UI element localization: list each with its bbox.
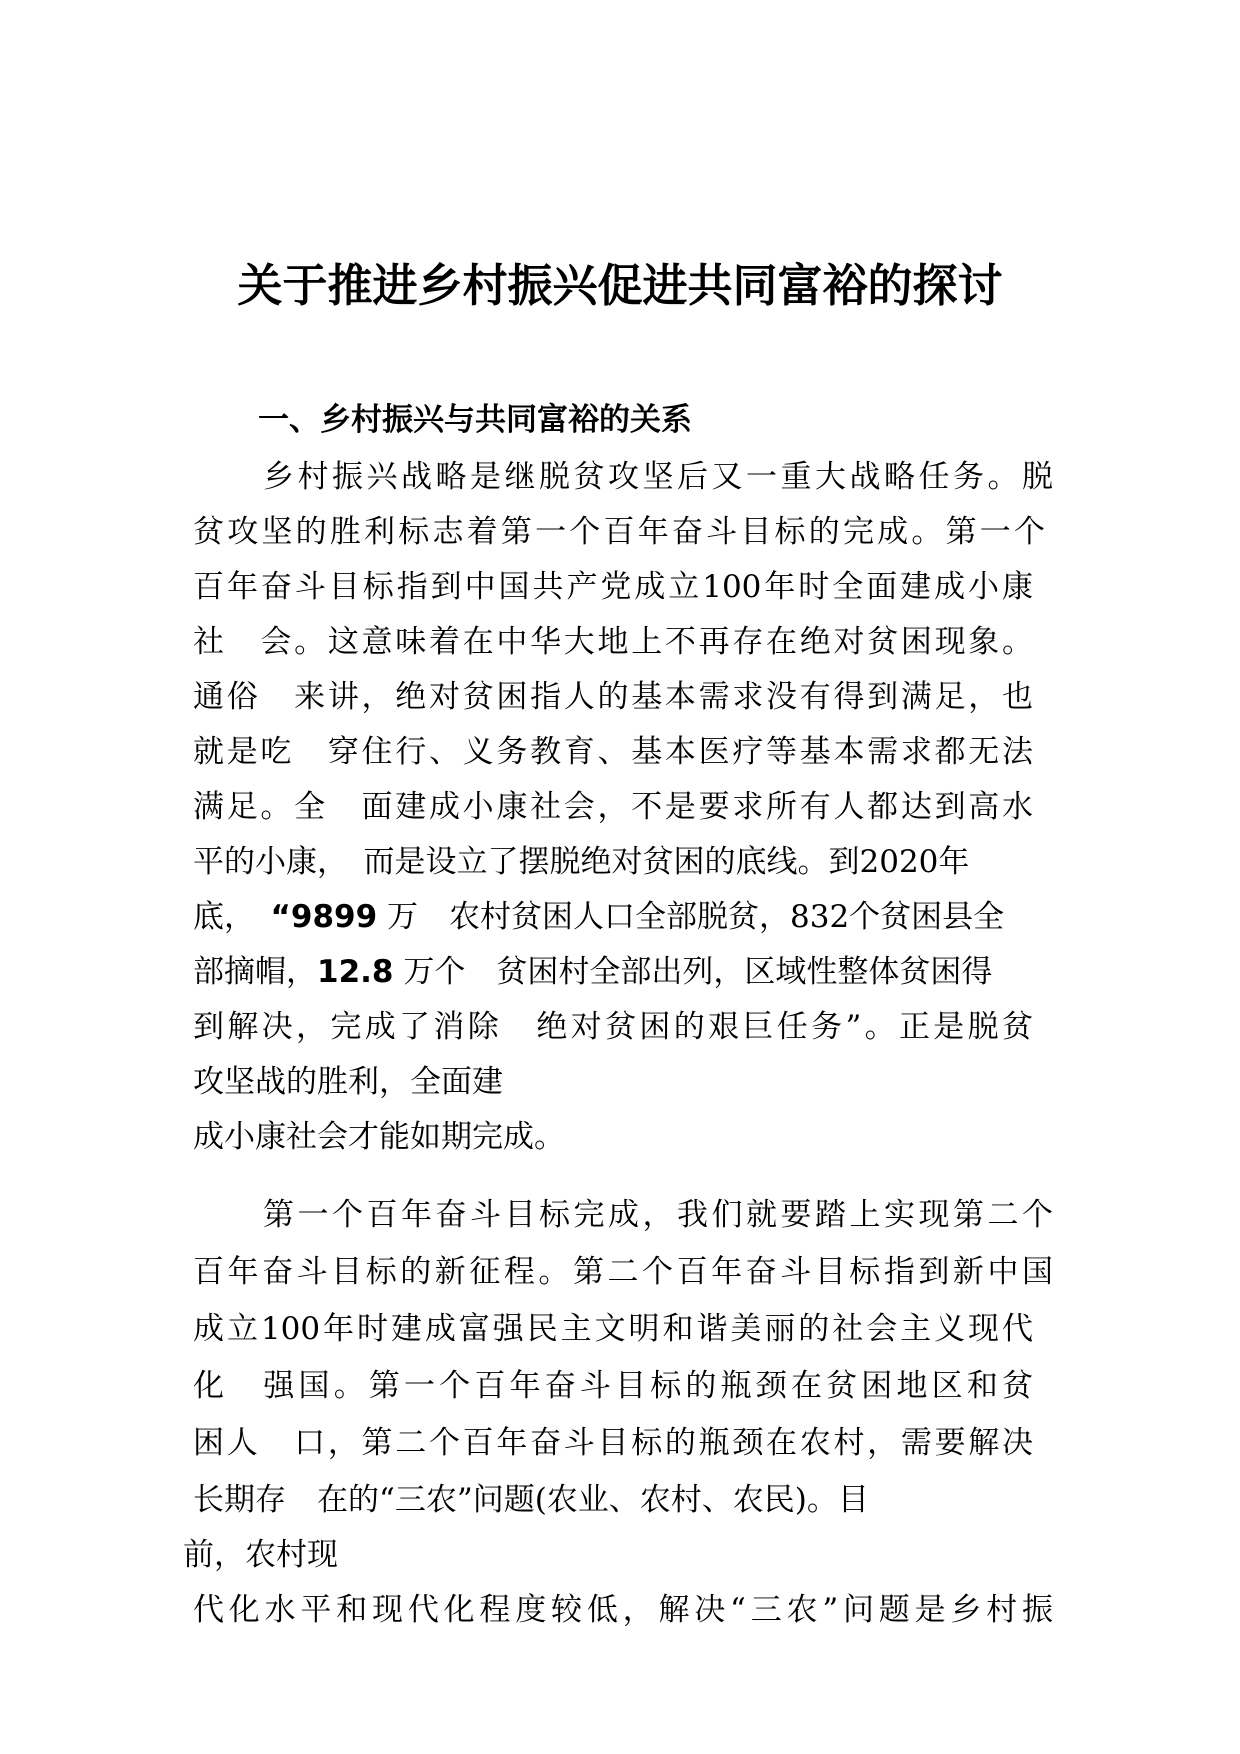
paragraph-line: 乡村振兴战略是继脱贫攻坚后又一重大战略任务。脱 [263, 459, 1053, 495]
paragraph-line: 前，农村现 [183, 1537, 338, 1573]
paragraph-line [193, 895, 1004, 939]
paragraph-line [193, 950, 992, 994]
paragraph-line: 就是吃 穿住行、义务教育、基本医疗等基本需求都无法 [193, 734, 1033, 770]
bold-figure: 12.8 [317, 954, 394, 990]
paragraph-line: 百年奋斗目标指到中国共产党成立100年时全面建成小康 [193, 569, 1033, 605]
paragraph-line: 社 会。这意味着在中华大地上不再存在绝对贫困现象。 [193, 624, 1033, 660]
paragraph-line: 成立100年时建成富强民主文明和谐美丽的社会主义现代 [193, 1311, 1033, 1347]
document-title: 关于推进乡村振兴促进共同富裕的探讨 [237, 259, 1003, 312]
paragraph-line: 困人 口，第二个百年奋斗目标的瓶颈在农村，需要解决 [193, 1425, 1033, 1461]
paragraph-line: 第一个百年奋斗目标完成，我们就要踏上实现第二个 [263, 1197, 1053, 1233]
section-heading: 一、乡村振兴与共同富裕的关系 [258, 402, 692, 438]
paragraph-line: 代化水平和现代化程度较低，解决“三农”问题是乡村振 [193, 1592, 1053, 1628]
text-run: 部摘帽， [193, 954, 317, 990]
paragraph-line: 百年奋斗目标的新征程。第二个百年奋斗目标指到新中国 [193, 1254, 1053, 1290]
paragraph-line: 化 强国。第一个百年奋斗目标的瓶颈在贫困地区和贫 [193, 1368, 1033, 1404]
text-run: 底， [193, 899, 271, 935]
paragraph-line: 成小康社会才能如期完成。 [193, 1119, 565, 1155]
text-run: 万 农村贫困人口全部脱贫，832个贫困县全 [377, 899, 1005, 935]
paragraph-line: 贫攻坚的胜利标志着第一个百年奋斗目标的完成。第一个 [193, 514, 1045, 550]
paragraph-line: 满足。全 面建成小康社会，不是要求所有人都达到高水 [193, 789, 1033, 825]
bold-figure: “9899 [270, 899, 378, 935]
paragraph-line: 攻坚战的胜利，全面建 [193, 1064, 503, 1100]
paragraph-line: 平的小康， 而是设立了摆脱绝对贫困的底线。到2020年 [193, 844, 970, 880]
paragraph-line: 通俗 来讲，绝对贫困指人的基本需求没有得到满足，也 [193, 679, 1033, 715]
paragraph-line: 到解决，完成了消除 绝对贫困的艰巨任务”。正是脱贫 [193, 1009, 1033, 1045]
text-run: 万个 贫困村全部出列，区域性整体贫困得 [393, 954, 993, 990]
paragraph-line: 长期存 在的“三农”问题(农业、农村、农民)。目 [193, 1482, 869, 1518]
